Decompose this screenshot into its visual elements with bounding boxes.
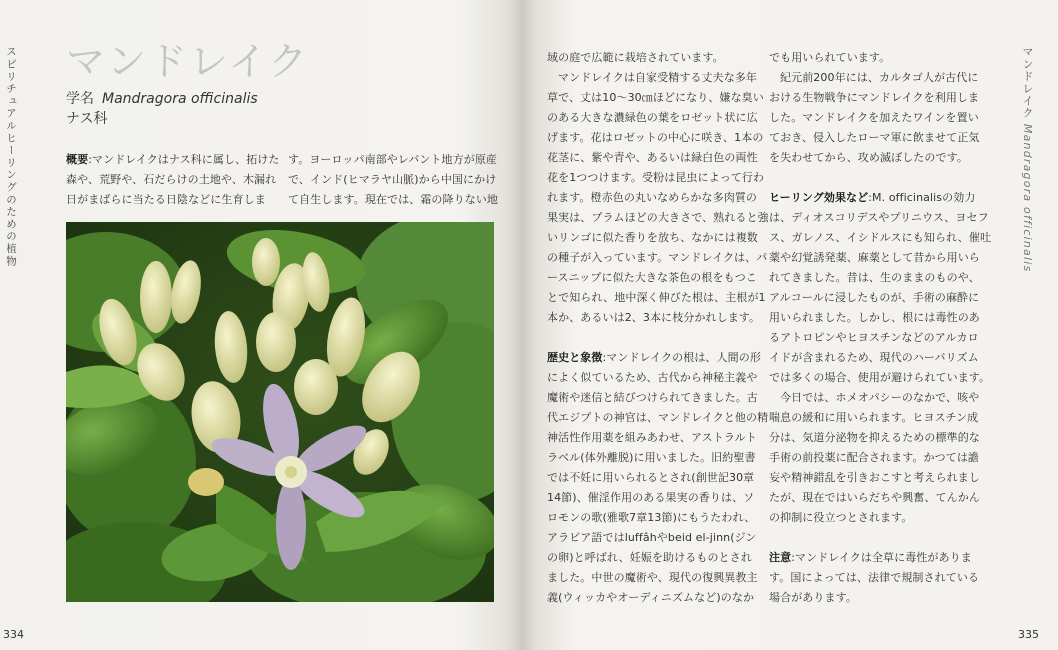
text-line: ス、ガレノス、イシドルスにも知られ、催吐	[769, 231, 992, 244]
text-line: ラベル(体外離脱)に用いました。旧約聖書	[547, 451, 756, 464]
text-line: 代エジプトの神官は、マンドレイクと他の精	[547, 411, 769, 424]
text-line: いリンゴに似た香りを放ち、なかには複数	[547, 231, 758, 244]
mandrake-plant-photo	[66, 222, 494, 602]
text-line: アルコールに浸したものが、手術の麻酔に	[769, 291, 980, 304]
text-line: アラビア語ではluffâhやbeid el-jinn(ジン	[547, 531, 757, 544]
text-line: 魔術や迷信と結びつけられてきました。古	[547, 391, 758, 404]
text-line: す。ヨーロッパ南部やレバント地方が原産	[288, 153, 498, 166]
text-line: るアトロピンやヒヨスチンなどのアルカロ	[769, 331, 979, 344]
text-line: 用いられました。しかし、根には毒性のあ	[769, 311, 980, 324]
text-line: は、ディオスコリデスやプリニウス、ヨセフ	[769, 211, 989, 224]
text-line	[547, 328, 769, 348]
left-page	[0, 0, 521, 650]
text-line: 日がまばらに当たる日陰などに生育しま	[66, 193, 266, 206]
text-line: 喘息の緩和に用いられます。ヒヨスチン成	[769, 411, 979, 424]
text-column-left-1	[66, 150, 280, 210]
text-line: す。国によっては、法律で規制されている	[769, 571, 980, 584]
text-line: した。マンドレイクを加えたワインを置い	[769, 111, 979, 124]
text-line: ヒーリング効果など:M. officinalisの効力	[769, 191, 976, 204]
text-line: 場合があります。	[769, 591, 857, 604]
text-line: の種子が入っています。マンドレイクは、パ	[547, 251, 768, 264]
text-line: によく似ているため、古代から神秘主義や	[547, 371, 758, 384]
text-line: マンドレイクは自家受精する丈夫な多年	[558, 71, 758, 84]
text-line: の卵)と呼ばれ、妊娠を助けるものとされ	[547, 551, 752, 564]
text-line: とで知られ、地中深く伸びた根は、主根が1	[547, 291, 766, 304]
text-line: 分は、気道分泌物を抑えるための標準的な	[769, 431, 980, 444]
mandrake-illustration	[66, 222, 494, 602]
text-line: ておき、侵入したローマ軍に飲ませて正気	[769, 131, 980, 144]
text-line: て自生します。現在では、霜の降りない地	[288, 193, 499, 206]
right-page	[521, 0, 1058, 650]
text-line: 今日では、ホメオパシーのなかで、咳や	[780, 391, 980, 404]
page-number-right: 335	[1018, 628, 1039, 641]
text-line: ました。中世の魔術や、現代の復興異教主	[547, 571, 758, 584]
scientific-name: Mandragora officinalis	[102, 91, 258, 107]
text-line: げます。花はロゼットの中心に咲き、1本の	[547, 131, 764, 144]
text-line: たが、現在ではいらだちや興奮、てんかん	[769, 491, 980, 504]
text-line	[769, 168, 991, 188]
text-line: 妄や精神錯乱を引きおこすと考えられまし	[769, 471, 980, 484]
text-column-left-2	[288, 150, 498, 210]
running-head-title: マンドレイク	[1021, 46, 1034, 120]
text-line: の抑制に役立つとされます。	[769, 511, 913, 524]
text-line: で、インド(ヒマラヤ山脈)から中国にかけ	[288, 173, 497, 186]
scientific-name-line	[66, 88, 258, 108]
text-line: のある大きな濃緑色の葉をロゼット状に広	[547, 111, 758, 124]
text-line: を失わせてから、攻め滅ぼしたのです。	[769, 151, 968, 164]
text-line: でも用いられています。	[769, 51, 891, 64]
text-line: 果実は、プラムほどの大きさで、熟れると強	[547, 211, 769, 224]
running-head-left: スピリチュアルヒーリングのための植物	[5, 46, 17, 268]
text-line: 域の庭で広範に栽培されています。	[547, 51, 724, 64]
text-line: 花を1つつけます。受粉は昆虫によって行わ	[547, 171, 765, 184]
text-line: 本か、あるいは2、3本に枝分かれします。	[547, 311, 761, 324]
text-line: 神活性作用薬を組みあわせ、アストラルト	[547, 431, 757, 444]
text-line	[769, 528, 991, 548]
text-line: 歴史と象徴:マンドレイクの根は、人間の形	[547, 351, 761, 364]
text-line: ロモンの歌(雅歌7章13節)にもうたわれ、	[547, 511, 756, 524]
page-title: マンドレイク	[66, 40, 310, 85]
running-head-latin: Mandragora officinalis	[1021, 123, 1034, 273]
text-line: イドが含まれるため、現代のハーバリズム	[769, 351, 979, 364]
plant-family: ナス科	[66, 111, 108, 127]
scientific-name-label: 学名	[66, 91, 94, 107]
text-column-right-1	[547, 48, 769, 608]
text-line: おける生物戦争にマンドレイクを利用しま	[769, 91, 980, 104]
text-line: 概要:マンドレイクはナス科に属し、拓けた	[66, 153, 280, 166]
text-line: では不妊に用いられるとされ(創世記30章	[547, 471, 755, 484]
text-line: ースニップに似た大きな茶色の根をもつこ	[547, 271, 757, 284]
text-line: 草で、丈は10〜30㎝ほどになり、嫌な臭い	[547, 91, 764, 104]
text-column-right-2	[769, 48, 991, 608]
text-line: 薬や幻覚誘発薬、麻薬として昔から用いら	[769, 251, 980, 264]
text-line: 義(ウィッカやオーディニズムなど)のなか	[547, 591, 755, 604]
text-line: 花茎に、紫や青や、あるいは緑白色の両性	[547, 151, 758, 164]
text-line: 紀元前200年には、カルタゴ人が古代に	[780, 71, 979, 84]
text-line: 手術の前投薬に配合されます。かつては譫	[769, 451, 980, 464]
text-line: れます。橙赤色の丸いなめらかな多肉質の	[547, 191, 758, 204]
text-line: れてきました。昔は、生のままのものや、	[769, 271, 980, 284]
text-line: 14節)、催淫作用のある果実の香りは、ソ	[547, 491, 755, 504]
page-number-left: 334	[3, 628, 24, 641]
text-line: では多くの場合、使用が避けられています。	[769, 371, 991, 384]
text-line: 森や、荒野や、石だらけの土地や、木漏れ	[66, 173, 277, 186]
text-line: 注意:マンドレイクは全草に毒性がありま	[769, 551, 972, 564]
running-head-right	[1019, 46, 1035, 272]
